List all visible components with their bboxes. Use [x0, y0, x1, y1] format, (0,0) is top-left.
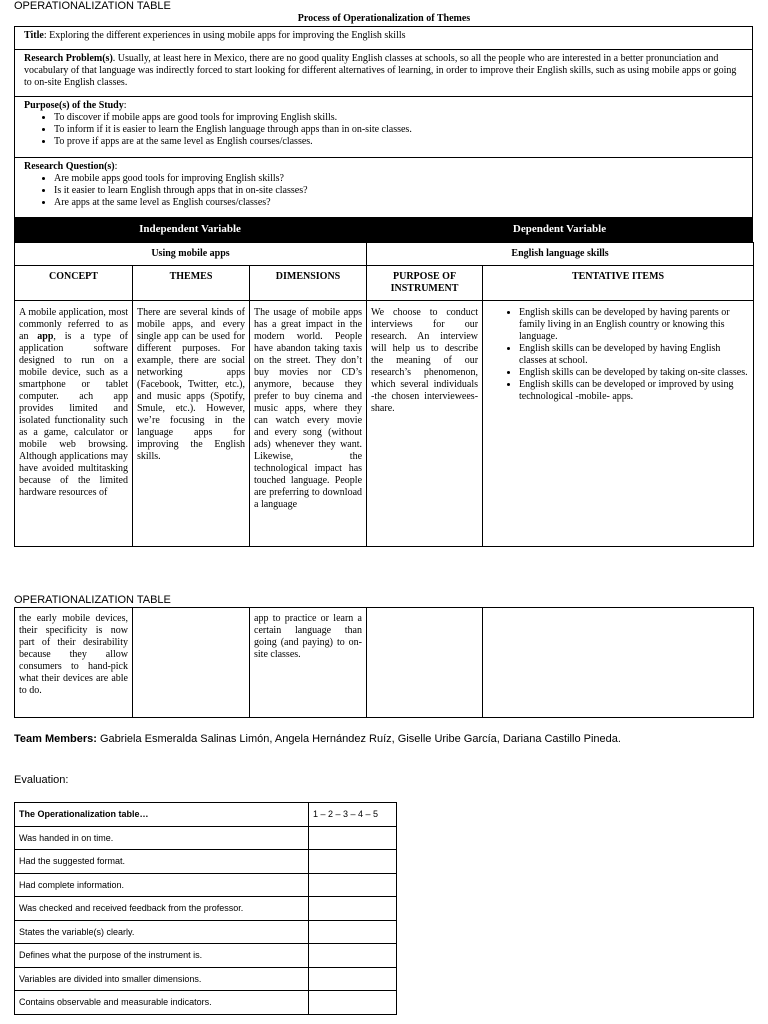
title-text: : Exploring the different experiences in using mobile apps for improving the English skills — [43, 30, 406, 41]
evaluation-table — [14, 802, 397, 1015]
dependent-variable-value: English language skills — [367, 243, 754, 266]
page-header-label: OPERATIONALIZATION TABLE — [14, 0, 171, 12]
process-title: Process of Operationalization of Themes — [297, 13, 471, 24]
team-members-label: Team Members: — [14, 733, 97, 745]
table-row — [15, 301, 754, 547]
evaluation-criterion: Had the suggested format. — [15, 850, 309, 874]
concept-cell: A mobile application, most commonly referred to as an app, is a type of application software designed to run on a mobile device, such as a smartphone or tablet computer. ach app provides limited and isolated functionality such as a game, calculator or mobile web browsing. Although applications may have avoided multitasking because of the limited hardware resources of — [15, 301, 133, 547]
evaluation-score-cell[interactable] — [309, 850, 397, 874]
table-row — [15, 991, 397, 1015]
evaluation-criterion: Was checked and received feedback from the professor. — [15, 897, 309, 921]
column-header-dimensions: DIMENSIONS — [250, 266, 367, 301]
independent-variable-value: Using mobile apps — [15, 243, 367, 266]
purpose-section: Purpose(s) of the Study: • To discover if mobile apps are good tools for improving English skills. • To inform if it is easier to learn the English language through apps than in on-site classes. • To prove if apps are at the same level as English courses/classes. — [14, 96, 753, 158]
column-header-themes: THEMES — [133, 266, 250, 301]
table-row — [15, 944, 397, 968]
operationalization-table-continued — [14, 607, 754, 718]
list-item: • To prove if apps are at the same level as English courses/classes. — [54, 136, 744, 148]
table-row — [15, 920, 397, 944]
evaluation-criterion: Variables are divided into smaller dimensions. — [15, 967, 309, 991]
variables-bar — [14, 217, 753, 242]
list-item: • Are mobile apps good tools for improving English skills? — [54, 173, 744, 185]
table-row — [15, 897, 397, 921]
purpose-label: Purpose(s) of the Study — [24, 100, 124, 111]
questions-list — [24, 173, 744, 209]
team-members — [14, 733, 621, 745]
concept-cell-continued: the early mobile devices, their specificity is now part of their desirability because they allow consumers to hand-pick what their devices are able to do. — [15, 608, 133, 718]
list-item: • English skills can be developed or improved by using technological -mobile- apps. — [519, 379, 749, 403]
evaluation-score-cell[interactable] — [309, 920, 397, 944]
evaluation-header-row — [15, 803, 397, 827]
list-item: • English skills can be developed by having English classes at school. — [519, 343, 749, 367]
operationalization-table — [14, 242, 754, 547]
research-problem-label: Research Problem(s) — [24, 53, 113, 64]
research-problem-text: . Usually, at least here in Mexico, there are no good quality English classes at schools, so all the people who are interested in a better pronunciation and vocabulary of that language was indirectly forced to start looking for different alternatives of learning, in order to improve their English skills, such as using mobile apps or going to on-site English classes. — [24, 53, 737, 88]
evaluation-header: The Operationalization table… — [15, 803, 309, 827]
tentative-items-cell-continued — [483, 608, 754, 718]
list-item: • Is it easier to learn English through apps that in on-site classes? — [54, 185, 744, 197]
purpose-list — [24, 112, 744, 148]
team-members-names: Gabriela Esmeralda Salinas Limón, Angela Hernández Ruíz, Giselle Uribe García, Dariana Castillo Pineda. — [96, 733, 621, 745]
variable-values-row — [15, 243, 754, 266]
themes-cell-continued — [133, 608, 250, 718]
evaluation-score-cell[interactable] — [309, 897, 397, 921]
evaluation-scale: 1 – 2 – 3 – 4 – 5 — [309, 803, 397, 827]
title-section — [14, 26, 753, 50]
table-row — [15, 873, 397, 897]
table-row — [15, 850, 397, 874]
table-row — [15, 967, 397, 991]
research-questions-section: Research Question(s): • Are mobile apps good tools for improving English skills? • Is it easier to learn English through apps that in on-site classes? • Are apps at the same level as English courses/classes? — [14, 157, 753, 218]
dimensions-cell-continued: app to practice or learn a certain language than going (and paying) to on-site classes. — [250, 608, 367, 718]
column-header-purpose: PURPOSE OF INSTRUMENT — [367, 266, 483, 301]
evaluation-label: Evaluation: — [14, 774, 69, 786]
independent-variable-heading: Independent Variable — [139, 223, 241, 235]
evaluation-score-cell[interactable] — [309, 991, 397, 1015]
list-item: • To discover if mobile apps are good tools for improving English skills. — [54, 112, 744, 124]
list-item: • To inform if it is easier to learn the English language through apps than in on-site classes. — [54, 124, 744, 136]
research-questions-label: Research Question(s) — [24, 161, 115, 172]
evaluation-score-cell[interactable] — [309, 967, 397, 991]
title-label: Title — [24, 30, 44, 41]
evaluation-criterion: States the variable(s) clearly. — [15, 920, 309, 944]
dimensions-cell: The usage of mobile apps has a great impact in the modern world. People have abandon taking taxis on the street. They don’t buy movies nor CD’s anymore, because they prefer to buy cinema and music apps, where they can watch every movie and every song (without ads) whenever they want. Likewise, the technological impact has touched language. People are preferring to download a language — [250, 301, 367, 547]
tentative-items-cell — [483, 301, 754, 547]
evaluation-criterion: Defines what the purpose of the instrument is. — [15, 944, 309, 968]
table-row — [15, 608, 754, 718]
page-header-label: OPERATIONALIZATION TABLE — [14, 594, 171, 606]
purpose-instrument-cell: We choose to conduct interviews for our research. An interview will help us to describe the meaning of our research’s phenomenon, which several individuals -the chosen interviewees- share. — [367, 301, 483, 547]
list-item: • Are apps at the same level as English courses/classes? — [54, 197, 744, 209]
column-header-tentative-items: TENTATIVE ITEMS — [483, 266, 754, 301]
evaluation-criterion: Contains observable and measurable indicators. — [15, 991, 309, 1015]
tentative-items-list — [487, 307, 749, 403]
column-header-row — [15, 266, 754, 301]
themes-cell: There are several kinds of mobile apps, and every single app can be used for different purposes. For example, there are social networking apps (Facebook, Twitter, etc.), and music apps (Spotify, Smule, etc.). However, we’re focusing in the language apps for improving the English skills. — [133, 301, 250, 547]
evaluation-criterion: Had complete information. — [15, 873, 309, 897]
evaluation-score-cell[interactable] — [309, 826, 397, 850]
evaluation-score-cell[interactable] — [309, 873, 397, 897]
evaluation-criterion: Was handed in on time. — [15, 826, 309, 850]
research-problem-section — [14, 49, 753, 97]
purpose-instrument-cell-continued — [367, 608, 483, 718]
dependent-variable-heading: Dependent Variable — [512, 223, 607, 235]
table-row — [15, 826, 397, 850]
evaluation-score-cell[interactable] — [309, 944, 397, 968]
list-item: • English skills can be developed by taking on-site classes. — [519, 367, 749, 379]
column-header-concept: CONCEPT — [15, 266, 133, 301]
list-item: • English skills can be developed by having parents or family living in an English country or knowing this language. — [519, 307, 749, 343]
